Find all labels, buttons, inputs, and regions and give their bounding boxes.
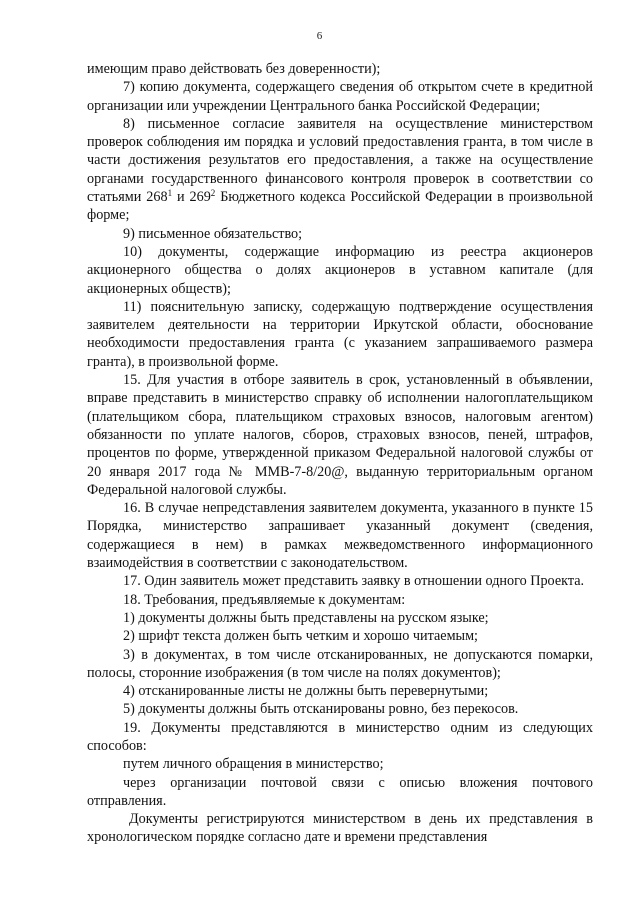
paragraph-17: 17. Один заявитель может представить заявку в отношении одного Проекта.: [123, 573, 585, 590]
superscript-1: 1: [167, 188, 173, 199]
paragraph-continuation: имеющим право действовать без доверенности);: [87, 61, 381, 77]
paragraph-item-8-tail: Бюджетного кодекса Российской Федерации в произвольной форме;: [87, 189, 594, 224]
paragraph-18-item-3: 3) в документах, в том числе отсканированных, не допускаются помарки, полосы, сторонние изображения (в том числе на полях документов);: [87, 646, 593, 681]
paragraph-19-way-1: путем личного обращения в министерство;: [123, 756, 384, 773]
paragraph-item-9: 9) письменное обязательство;: [123, 225, 303, 242]
superscript-2: 2: [210, 188, 216, 199]
paragraph-item-8-text: 8) письменное согласие заявителя на осуществление министерством проверок соблюдения им порядка и условий предоставления гранта, в том числе в части достижения результатов его предоставления, а также на осуществление органами государственного финансового контроля проверок в соответствии со статьями 268: [87, 115, 593, 206]
paragraph-18-item-1: 1) документы должны быть представлены на русском языке;: [123, 609, 489, 626]
paragraph-item-7: 7) копию документа, содержащего сведения об открытом счете в кредитной организации или учреждении Центрального банка Российской Федерации;: [87, 79, 593, 114]
paragraph-18-item-4: 4) отсканированные листы не должны быть перевернутыми;: [123, 683, 489, 700]
paragraph-19: 19. Документы представляются в министерство одним из следующих способов:: [87, 719, 593, 754]
paragraph-18-item-2: 2) шрифт текста должен быть четким и хорошо читаемым;: [123, 628, 478, 645]
paragraph-item-10: 10) документы, содержащие информацию из реестра акционеров акционерного общества о долях акционеров в уставном капитале (для акционерных обществ);: [87, 243, 593, 297]
paragraph-registration: Документы регистрируются министерством в день их представления в хронологическом порядке согласно дате и времени представления: [87, 811, 593, 846]
paragraph-19-way-2: через организации почтовой связи с описью вложения почтового отправления.: [87, 774, 593, 809]
paragraph-item-11: 11) пояснительную записку, содержащую подтверждение осуществления заявителем деятельности на территории Иркутской области, обоснование необходимости предоставления гранта (с указанием запрашиваемого размера гранта), в произвольной форме.: [87, 298, 593, 370]
document-body: [87, 60, 593, 847]
paragraph-18: 18. Требования, предъявляемые к документам:: [123, 591, 406, 608]
paragraph-item-8: [87, 115, 593, 225]
paragraph-18-item-5: 5) документы должны быть отсканированы ровно, без перекосов.: [123, 701, 519, 718]
paragraph-item-8-mid: и 269: [172, 189, 211, 206]
page-number: 6: [316, 30, 323, 42]
paragraph-15: 15. Для участия в отборе заявитель в срок, установленный в объявлении, вправе представить в министерство справку об исполнении налогоплательщиком (плательщиком сбора, плательщиком страховых взносов, налоговым агентом) обязанности по уплате налогов, сборов, страховых взносов, пеней, штрафов, процентов по форме, утвержденной приказом Федеральной налоговой службы от 20 января 2017 года № ММВ-7-8/20@, выданную территориальным органом Федеральной налоговой службы.: [87, 372, 593, 498]
paragraph-16: 16. В случае непредставления заявителем документа, указанного в пункте 15 Порядка, министерство запрашивает указанный документ (сведения, содержащиеся в нем) в рамках межведомственного информационного взаимодействия в соответствии с законодательством.: [87, 500, 593, 572]
